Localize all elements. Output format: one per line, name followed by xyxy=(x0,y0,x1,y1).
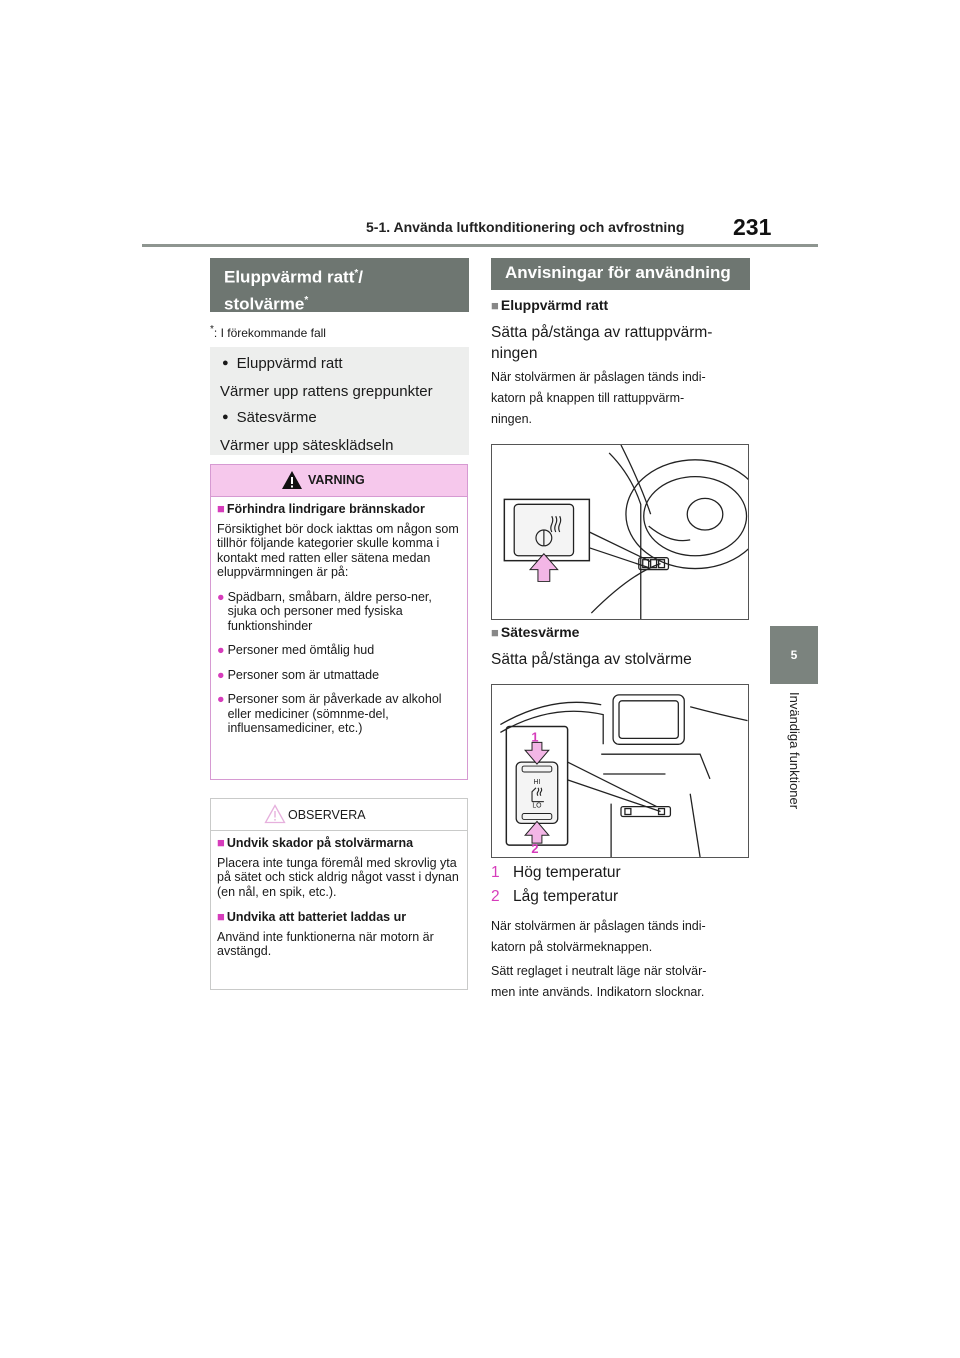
warning-intro: Försiktighet bör dock iakttas om någon som tillhör följande kategorier skulle komma i kontakt med ratten eller sätena medan eluppvärmningen är på: xyxy=(217,521,459,579)
notice-box xyxy=(210,798,468,990)
warning-heading-row xyxy=(217,502,461,517)
footnote xyxy=(210,324,326,340)
asterisk-mark: * xyxy=(354,268,359,279)
notice-label: OBSERVERA xyxy=(288,808,366,822)
callout-number-2: 2 xyxy=(531,841,539,857)
subsection-seat: ■ Sätesvärme xyxy=(491,624,580,640)
steering-instruction: Sätta på/stänga av rattuppvärm- ningen xyxy=(491,324,713,362)
footnote-text: : I förekommande fall xyxy=(213,326,326,340)
chapter-tab-label: Invändiga funktioner xyxy=(787,692,802,810)
press-up-arrow-icon xyxy=(525,742,549,764)
callout-legend-1: 1 Hög temperatur xyxy=(491,864,621,881)
steering-heater-figure xyxy=(491,444,749,620)
feature-desc: Värmer upp rattens greppunkter xyxy=(220,382,433,400)
warning-item: ● Personer som är utmattade xyxy=(217,667,380,682)
asterisk-mark: * xyxy=(304,294,309,306)
callout-number-1: 1 xyxy=(531,729,539,745)
press-arrow-icon xyxy=(530,554,558,582)
switch-lo-label: LO xyxy=(532,802,542,810)
section-heading-usage: Anvisningar för användning xyxy=(491,258,750,288)
square-bullet-icon: ■ xyxy=(491,298,499,313)
callout-legend-2: 2 Låg temperatur xyxy=(491,888,619,905)
warning-item: ● Personer med ömtålig hud xyxy=(217,643,375,657)
page-number: 231 xyxy=(733,214,772,240)
heading-part-b: / xyxy=(358,267,363,287)
warning-box xyxy=(210,464,468,780)
square-bullet-icon: ■ xyxy=(217,835,225,850)
warning-label: VARNING xyxy=(308,473,365,487)
warning-item: ● Personer som är påverkade av alkohol eller mediciner (sömnme-del, influensamediciner, etc.) xyxy=(217,692,442,735)
feature-name: ● Eluppvärmd ratt xyxy=(220,351,459,379)
notice-text: Använd inte funktionerna när motorn är avstängd. xyxy=(217,929,434,958)
square-bullet-icon: ■ xyxy=(491,625,499,640)
steering-note: När stolvärmen är påslagen tänds indi- katorn på knappen till rattuppvärm- ningen. xyxy=(491,370,706,426)
bullet-dot-icon: ● xyxy=(217,667,225,682)
seat-heater-figure xyxy=(491,684,749,858)
section-heading-heating xyxy=(210,258,469,312)
heading-part-a: Eluppvärmd ratt xyxy=(224,267,355,287)
header-divider xyxy=(142,244,818,247)
section-underline xyxy=(491,288,750,290)
feature-desc: Värmer upp sätesklädseln xyxy=(220,436,394,454)
warning-header xyxy=(211,465,467,497)
warning-icon xyxy=(281,470,303,490)
warning-item: ● Spädbarn, småbarn, äldre perso-ner, sjuka och personer med fysiska funktionshinder xyxy=(217,589,432,633)
notice-heading-row: ■ Undvika att batteriet laddas ur xyxy=(217,909,407,924)
notice-heading-row: ■ Undvik skador på stolvärmarna xyxy=(217,835,414,850)
seat-note-2: Sätt reglaget i neutralt läge när stolvär- men inte används. Indikatorn slocknar. xyxy=(491,964,707,999)
heading-part-c: stolvärme xyxy=(224,294,305,314)
bullet-dot-icon: ● xyxy=(217,589,225,604)
square-bullet-icon: ■ xyxy=(217,909,225,924)
seat-note-1: När stolvärmen är påslagen tänds indi- katorn på stolvärmeknappen. xyxy=(491,919,706,954)
press-down-arrow-icon xyxy=(525,821,549,843)
feature-name: ● Sätesvärme xyxy=(220,405,459,433)
subsection-steering: ■ Eluppvärmd ratt xyxy=(491,297,609,313)
asterisk-mark: * xyxy=(210,324,214,335)
feature-summary-box xyxy=(210,347,469,455)
bullet-dot-icon: ● xyxy=(217,692,225,706)
switch-hi-label: HI xyxy=(533,778,541,786)
seat-instruction: Sätta på/stänga av stolvärme xyxy=(491,651,692,668)
chapter-title: 5-1. Använda luftkonditionering och avfrostning xyxy=(366,219,685,235)
square-bullet-icon: ■ xyxy=(217,501,225,516)
caution-icon xyxy=(264,804,286,824)
chapter-tab[interactable]: 5 xyxy=(770,626,818,684)
bullet-dot-icon: ● xyxy=(217,643,225,657)
notice-text: Placera inte tunga föremål med skrovlig yta på sätet och stick aldrig något vasst i dynan (en nål, en spik, etc.). xyxy=(217,855,459,899)
notice-header xyxy=(211,799,467,831)
warning-heading: Förhindra lindrigare brännskador xyxy=(226,502,425,516)
